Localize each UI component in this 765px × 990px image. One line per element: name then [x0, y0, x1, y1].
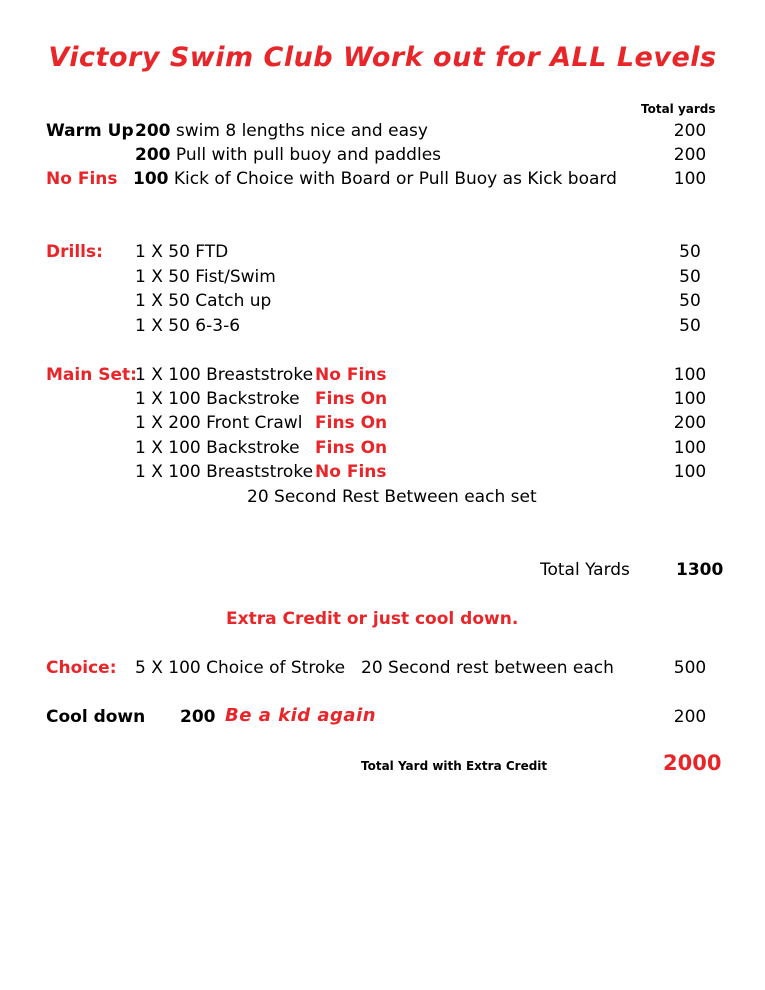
warmup-label: Warm Up: [46, 121, 134, 141]
drill-line-4: 1 X 50 6-3-6: [135, 316, 241, 336]
grand-total-label: Total Yard with Extra Credit: [361, 759, 548, 773]
warmup-line-1-text: swim 8 lengths nice and easy: [175, 121, 428, 141]
main-line-5-fins: No Fins: [315, 462, 387, 482]
warmup-line-3-yards: 100: [673, 169, 707, 189]
main-set-label: Main Set:: [46, 365, 137, 385]
main-line-3-yards: 200: [673, 413, 707, 433]
main-line-3-fins: Fins On: [315, 413, 388, 433]
drill-line-4-yards: 50: [679, 316, 701, 336]
cooldown-note: Be a kid again: [225, 705, 377, 726]
choice-text: 5 X 100 Choice of Stroke: [135, 658, 346, 678]
main-line-5: 1 X 100 Breaststroke: [135, 462, 314, 482]
warmup-line-1-yards: 200: [673, 121, 707, 141]
total-yards-header: Total yards: [641, 102, 716, 116]
total-yards-label: Total Yards: [540, 560, 630, 580]
main-line-2-yards: 100: [673, 389, 707, 409]
cooldown-yards: 200: [673, 707, 707, 727]
drill-line-3: 1 X 50 Catch up: [135, 291, 272, 311]
choice-label: Choice:: [46, 658, 117, 678]
main-line-5-yards: 100: [673, 462, 707, 482]
page-title: Victory Swim Club Work out for ALL Levels: [48, 42, 717, 73]
choice-yards: 500: [673, 658, 707, 678]
main-line-1-yards: 100: [673, 365, 707, 385]
drill-line-3-yards: 50: [679, 291, 701, 311]
cooldown-label: Cool down: [46, 707, 146, 727]
main-line-2: 1 X 100 Backstroke: [135, 389, 300, 409]
extra-credit-heading: Extra Credit or just cool down.: [226, 609, 519, 629]
choice-rest: 20 Second rest between each: [361, 658, 614, 678]
grand-total-value: 2000: [663, 751, 722, 775]
main-line-4-yards: 100: [673, 438, 707, 458]
cooldown-amount: 200: [180, 707, 216, 727]
drill-line-2-yards: 50: [679, 267, 701, 287]
warmup-line-1-amount: 200: [135, 121, 171, 141]
main-line-4-fins: Fins On: [315, 438, 388, 458]
drills-label: Drills:: [46, 242, 103, 262]
main-line-3: 1 X 200 Front Crawl: [135, 413, 303, 433]
rest-note: 20 Second Rest Between each set: [247, 487, 537, 507]
warmup-line-2-text: Pull with pull buoy and paddles: [175, 145, 442, 165]
warmup-line-3-amount: 100: [133, 169, 169, 189]
warmup-line-1: [135, 121, 428, 141]
warmup-line-2: [135, 145, 441, 165]
warmup-line-2-amount: 200: [135, 145, 171, 165]
warmup-line-3-text: Kick of Choice with Board or Pull Buoy as Kick board: [173, 169, 617, 189]
main-line-4: 1 X 100 Backstroke: [135, 438, 300, 458]
warmup-line-3: [133, 169, 617, 189]
drill-line-1-yards: 50: [679, 242, 701, 262]
main-line-1: 1 X 100 Breaststroke: [135, 365, 314, 385]
warmup-line-2-yards: 200: [673, 145, 707, 165]
total-yards-value: 1300: [676, 560, 724, 580]
drill-line-2: 1 X 50 Fist/Swim: [135, 267, 276, 287]
main-line-2-fins: Fins On: [315, 389, 388, 409]
warmup-no-fins-label: No Fins: [46, 169, 118, 189]
main-line-1-fins: No Fins: [315, 365, 387, 385]
drill-line-1: 1 X 50 FTD: [135, 242, 229, 262]
